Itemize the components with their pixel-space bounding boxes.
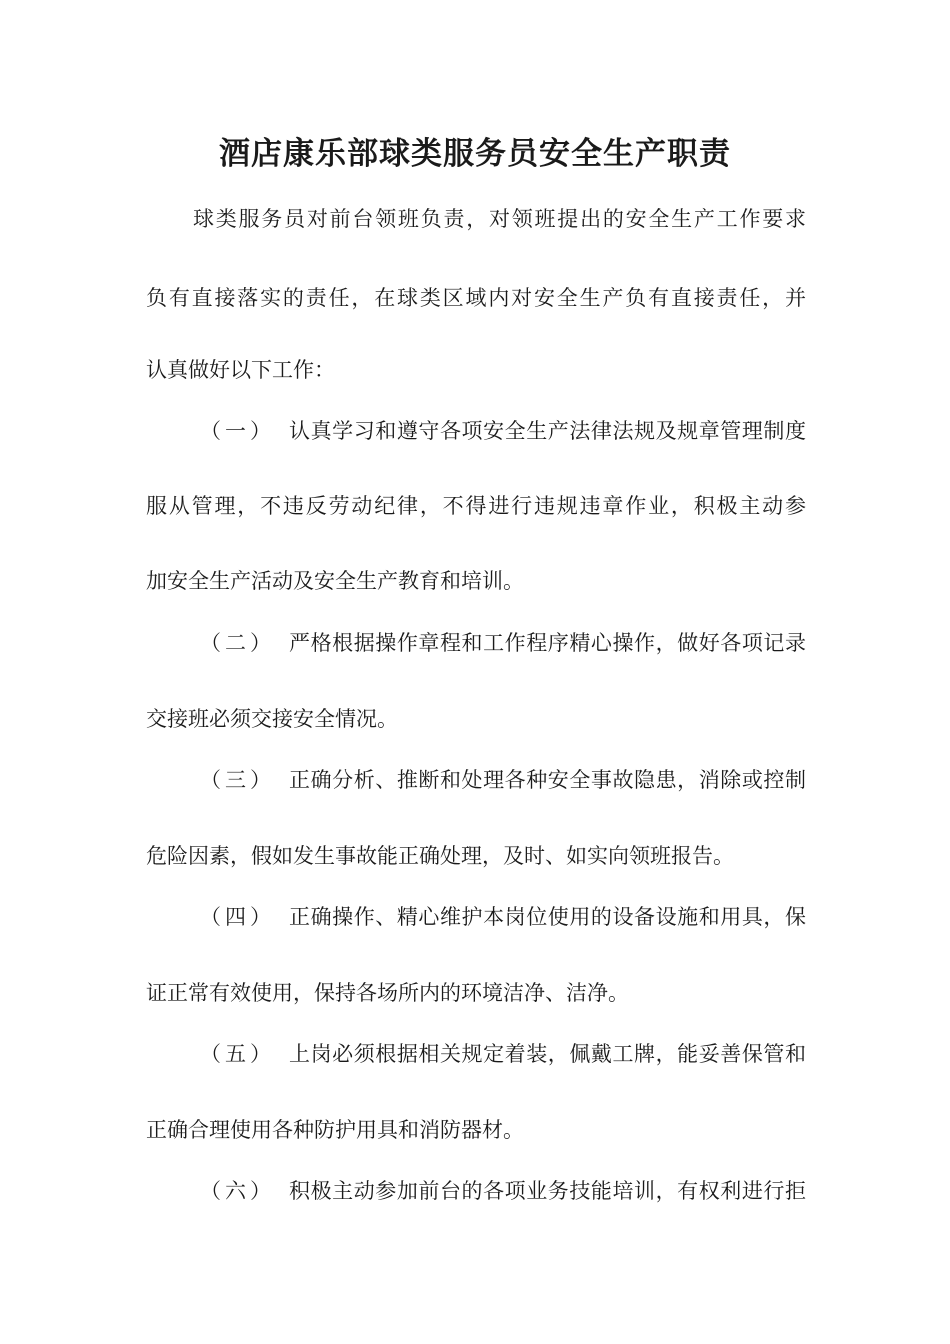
item-1-text: 认真学习和遵守各项安全生产法律法规及规章管理制度: [289, 419, 806, 443]
item-2-number: （二）: [200, 631, 275, 655]
item-4-first-line: [200, 902, 806, 932]
item-1-number: （一）: [200, 419, 275, 443]
item-6-number: （六）: [200, 1179, 275, 1203]
item-2-first-line: [200, 628, 806, 658]
item-5-first-line: [200, 1039, 806, 1069]
item-3-number: （三）: [200, 768, 275, 792]
item-4-line-2: 证正常有效使用，保持各场所内的环境洁净、洁净。: [146, 981, 629, 1005]
item-6-text: 积极主动参加前台的各项业务技能培训，有权利进行拒: [289, 1179, 806, 1203]
item-1-first-line: [200, 416, 806, 446]
intro-line-3: 认真做好以下工作：: [146, 358, 335, 382]
item-4-number: （四）: [200, 905, 275, 929]
item-5-text: 上岗必须根据相关规定着装，佩戴工牌，能妥善保管和: [289, 1042, 806, 1066]
document-title: 酒店康乐部球类服务员安全生产职责: [219, 136, 731, 172]
intro-line-1: 球类服务员对前台领班负责，对领班提出的安全生产工作要求: [193, 207, 806, 231]
item-5-line-2: 正确合理使用各种防护用具和消防器材。: [146, 1118, 524, 1142]
item-1-line-2: 服从管理，不违反劳动纪律，不得进行违规违章作业，积极主动参: [146, 494, 806, 518]
item-6-first-line: [200, 1176, 806, 1206]
item-1-line-3: 加安全生产活动及安全生产教育和培训。: [146, 569, 524, 593]
item-3-line-2: 危险因素，假如发生事故能正确处理，及时、如实向领班报告。: [146, 844, 734, 868]
item-3-first-line: [200, 765, 806, 795]
item-4-text: 正确操作、精心维护本岗位使用的设备设施和用具，保: [289, 905, 806, 929]
item-5-number: （五）: [200, 1042, 275, 1066]
item-2-text: 严格根据操作章程和工作程序精心操作，做好各项记录: [289, 631, 806, 655]
intro-line-2: 负有直接落实的责任，在球类区域内对安全生产负有直接责任，并: [146, 286, 806, 310]
item-3-text: 正确分析、推断和处理各种安全事故隐患，消除或控制: [289, 768, 806, 792]
item-2-line-2: 交接班必须交接安全情况。: [146, 707, 398, 731]
